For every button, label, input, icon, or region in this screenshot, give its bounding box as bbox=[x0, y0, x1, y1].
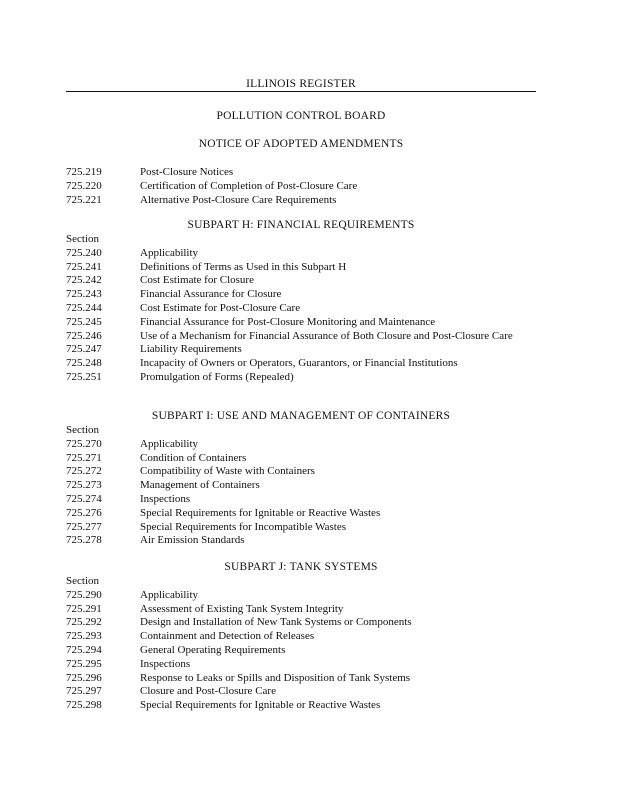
section-title: Applicability bbox=[140, 588, 199, 601]
table-row bbox=[66, 371, 546, 385]
section-title: Inspections bbox=[140, 657, 191, 670]
section-number: 725.245 bbox=[66, 315, 102, 328]
section-number: 725.277 bbox=[66, 520, 102, 533]
table-row bbox=[66, 603, 546, 617]
register-header: ILLINOIS REGISTER bbox=[246, 78, 356, 90]
section-number: 725.278 bbox=[66, 534, 102, 547]
section-title: General Operating Requirements bbox=[140, 643, 286, 656]
section-number: 725.219 bbox=[66, 166, 102, 178]
section-number: 725.272 bbox=[66, 465, 102, 478]
section-title: Containment and Detection of Releases bbox=[140, 630, 315, 643]
section-number: 725.293 bbox=[66, 630, 102, 643]
section-number: 725.270 bbox=[66, 437, 102, 450]
section-number: 725.271 bbox=[66, 451, 102, 464]
section-number: 725.274 bbox=[66, 492, 102, 505]
section-title: Financial Assurance for Closure bbox=[140, 288, 282, 301]
table-row bbox=[66, 357, 546, 371]
intro-section-list bbox=[66, 166, 546, 207]
board-title: POLLUTION CONTROL BOARD bbox=[216, 110, 386, 122]
section-number: 725.243 bbox=[66, 288, 102, 301]
table-row bbox=[66, 465, 546, 479]
section-number: 725.292 bbox=[66, 616, 102, 629]
section-title: Inspections bbox=[140, 492, 191, 505]
table-row bbox=[66, 493, 546, 507]
table-row bbox=[66, 330, 546, 344]
table-row bbox=[66, 452, 546, 466]
table-row bbox=[66, 672, 546, 686]
section-number: 725.248 bbox=[66, 357, 102, 370]
section-title: Design and Installation of New Tank Systems or Components bbox=[140, 616, 412, 629]
subpart-j-heading: SUBPART J: TANK SYSTEMS bbox=[224, 561, 378, 573]
table-row bbox=[66, 166, 546, 180]
table-row bbox=[66, 343, 546, 357]
section-title: Definitions of Terms as Used in this Subpart H bbox=[140, 260, 347, 273]
section-number: 725.240 bbox=[66, 246, 102, 259]
section-title: Cost Estimate for Closure bbox=[140, 274, 254, 287]
table-row bbox=[66, 247, 546, 261]
section-number: 725.251 bbox=[66, 370, 102, 383]
section-title: Air Emission Standards bbox=[140, 534, 245, 547]
table-row bbox=[66, 616, 546, 630]
table-row bbox=[66, 194, 546, 208]
section-number: 725.244 bbox=[66, 301, 102, 314]
section-title: Management of Containers bbox=[140, 479, 260, 492]
section-label: Section bbox=[66, 424, 99, 436]
table-row bbox=[66, 479, 546, 493]
section-title: Response to Leaks or Spills and Disposition of Tank Systems bbox=[140, 671, 411, 684]
section-title: Special Requirements for Incompatible Wastes bbox=[140, 520, 347, 533]
section-title: Applicability bbox=[140, 246, 199, 259]
section-number: 725.273 bbox=[66, 479, 102, 492]
table-row bbox=[66, 180, 546, 194]
section-number: 725.291 bbox=[66, 602, 102, 615]
table-row bbox=[66, 589, 546, 603]
subpart-h-heading: SUBPART H: FINANCIAL REQUIREMENTS bbox=[187, 219, 415, 231]
section-number: 725.294 bbox=[66, 643, 102, 656]
subpart-i-list bbox=[66, 424, 546, 548]
section-title: Incapacity of Owners or Operators, Guarantors, or Financial Institutions bbox=[140, 357, 458, 370]
table-row bbox=[66, 534, 546, 548]
subpart-j-list bbox=[66, 575, 546, 713]
table-row bbox=[66, 288, 546, 302]
table-row bbox=[66, 507, 546, 521]
section-title: Assessment of Existing Tank System Integrity bbox=[140, 602, 344, 615]
section-title: Condition of Containers bbox=[140, 451, 247, 464]
section-title: Use of a Mechanism for Financial Assurance of Both Closure and Post-Closure Care bbox=[140, 329, 513, 342]
table-row bbox=[66, 658, 546, 672]
section-title: Financial Assurance for Post-Closure Monitoring and Maintenance bbox=[140, 315, 436, 328]
section-title: Cost Estimate for Post-Closure Care bbox=[140, 301, 301, 314]
table-row bbox=[66, 699, 546, 713]
subpart-i-heading: SUBPART I: USE AND MANAGEMENT OF CONTAINERS bbox=[151, 410, 451, 422]
section-title: Post-Closure Notices bbox=[140, 166, 234, 178]
section-number: 725.298 bbox=[66, 699, 102, 712]
section-number: 725.276 bbox=[66, 506, 102, 519]
table-row bbox=[66, 316, 546, 330]
table-row bbox=[66, 685, 546, 699]
section-number: 725.242 bbox=[66, 274, 102, 287]
section-title: Applicability bbox=[140, 437, 199, 450]
table-row bbox=[66, 274, 546, 288]
section-number: 725.297 bbox=[66, 685, 102, 698]
section-title: Special Requirements for Ignitable or Reactive Wastes bbox=[140, 506, 381, 519]
section-number: 725.296 bbox=[66, 671, 102, 684]
table-row bbox=[66, 644, 546, 658]
notice-title: NOTICE OF ADOPTED AMENDMENTS bbox=[198, 138, 404, 150]
section-title: Promulgation of Forms (Repealed) bbox=[140, 370, 294, 383]
section-title: Closure and Post-Closure Care bbox=[140, 685, 276, 698]
section-number: 725.221 bbox=[66, 193, 102, 206]
section-title: Special Requirements for Ignitable or Reactive Wastes bbox=[140, 699, 381, 712]
subpart-h-list bbox=[66, 233, 546, 385]
section-label: Section bbox=[66, 575, 99, 587]
section-title: Certification of Completion of Post-Closure Care bbox=[140, 179, 358, 192]
section-label: Section bbox=[66, 233, 99, 245]
table-row bbox=[66, 302, 546, 316]
section-number: 725.290 bbox=[66, 588, 102, 601]
table-row bbox=[66, 261, 546, 275]
table-row bbox=[66, 521, 546, 535]
table-row bbox=[66, 438, 546, 452]
section-number: 725.220 bbox=[66, 179, 102, 192]
section-number: 725.246 bbox=[66, 329, 102, 342]
section-number: 725.241 bbox=[66, 260, 102, 273]
header-rule bbox=[66, 91, 536, 92]
section-number: 725.295 bbox=[66, 657, 102, 670]
section-title: Compatibility of Waste with Containers bbox=[140, 465, 315, 478]
section-title: Liability Requirements bbox=[140, 343, 242, 356]
table-row bbox=[66, 630, 546, 644]
section-number: 725.247 bbox=[66, 343, 102, 356]
section-title: Alternative Post-Closure Care Requirements bbox=[140, 193, 337, 206]
